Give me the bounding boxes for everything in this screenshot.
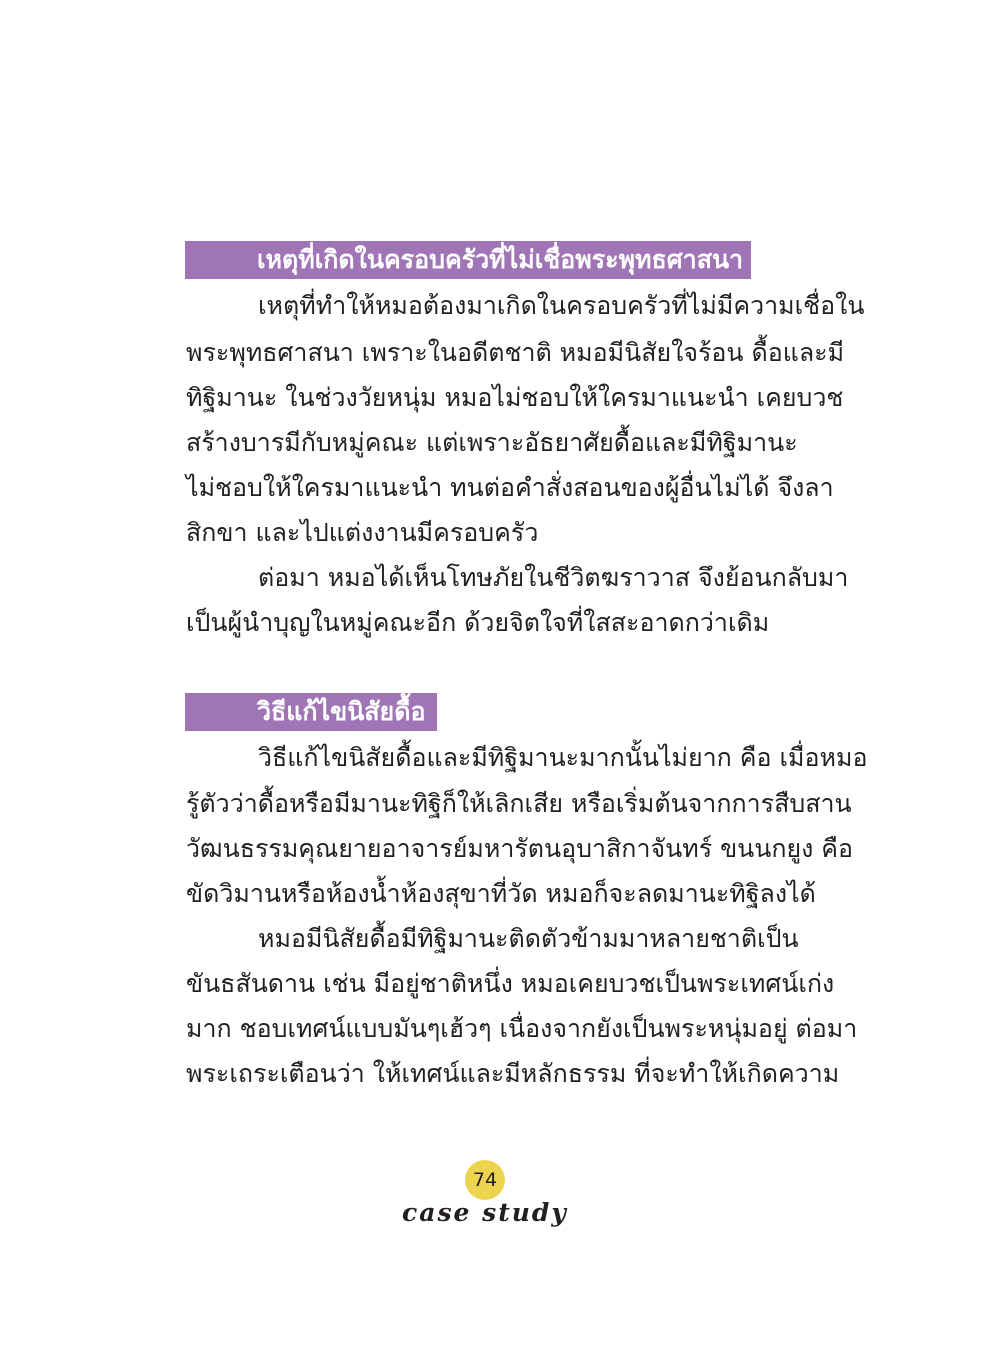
paragraph-line: วัฒนธรรมคุณยายอาจารย์มหารัตนอุบาสิกาจันทร์ ขนนกยูง คือ [186, 834, 854, 863]
paragraph-line: วิธีแก้ไขนิสัยดื้อและมีทิฐิมานะมากนั้นไม่ยาก คือ เมื่อหมอ [258, 743, 868, 772]
paragraph-line: สิกขา และไปแต่งงานมีครอบครัว [186, 518, 539, 547]
paragraph-line: หมอมีนิสัยดื้อมีทิฐิมานะติดตัวข้ามมาหลายชาติเป็น [258, 924, 799, 953]
paragraph-line: พระพุทธศาสนา เพราะในอดีตชาติ หมอมีนิสัยใจร้อน ดื้อและมี [186, 338, 845, 367]
paragraph-line: รู้ตัวว่าดื้อหรือมีมานะทิฐิก็ให้เลิกเสีย หรือเริ่มต้นจากการสืบสาน [186, 789, 852, 818]
paragraph-line: ขัดวิมานหรือห้องน้ำห้องสุขาที่วัด หมอก็จะลดมานะทิฐิลงได้ [186, 879, 816, 908]
paragraph-line: ต่อมา หมอได้เห็นโทษภัยในชีวิตฆราวาส จึงย้อนกลับมา [258, 563, 849, 592]
paragraph-line: ทิฐิมานะ ในช่วงวัยหนุ่ม หมอไม่ชอบให้ใครมาแนะนำ เคยบวช [186, 383, 844, 412]
section-heading: เหตุที่เกิดในครอบครัวที่ไม่เชื่อพระพุทธศาสนา [185, 241, 751, 279]
paragraph-line: ขันธสันดาน เช่น มีอยู่ชาติหนึ่ง หมอเคยบวชเป็นพระเทศน์เก่ง [186, 969, 835, 998]
paragraph-line: มาก ชอบเทศน์แบบมันๆเฮ้วๆ เนื่องจากยังเป็นพระหนุ่มอยู่ ต่อมา [186, 1014, 858, 1043]
paragraph-line: พระเถระเตือนว่า ให้เทศน์และมีหลักธรรม ที่จะทำให้เกิดความ [186, 1059, 840, 1088]
page-number: 74 [465, 1160, 505, 1200]
footer-label: case study [402, 1198, 568, 1227]
paragraph-line: เหตุที่ทำให้หมอต้องมาเกิดในครอบครัวที่ไม่มีความเชื่อใน [258, 291, 865, 320]
section-heading: วิธีแก้ไขนิสัยดื้อ [185, 693, 437, 731]
paragraph-line: เป็นผู้นำบุญในหมู่คณะอีก ด้วยจิตใจที่ใสสะอาดกว่าเดิม [186, 608, 770, 637]
paragraph-line: ไม่ชอบให้ใครมาแนะนำ ทนต่อคำสั่งสอนของผู้อื่นไม่ได้ จึงลา [186, 473, 834, 502]
paragraph-line: สร้างบารมีกับหมู่คณะ แต่เพราะอัธยาศัยดื้อและมีทิฐิมานะ [186, 428, 798, 457]
